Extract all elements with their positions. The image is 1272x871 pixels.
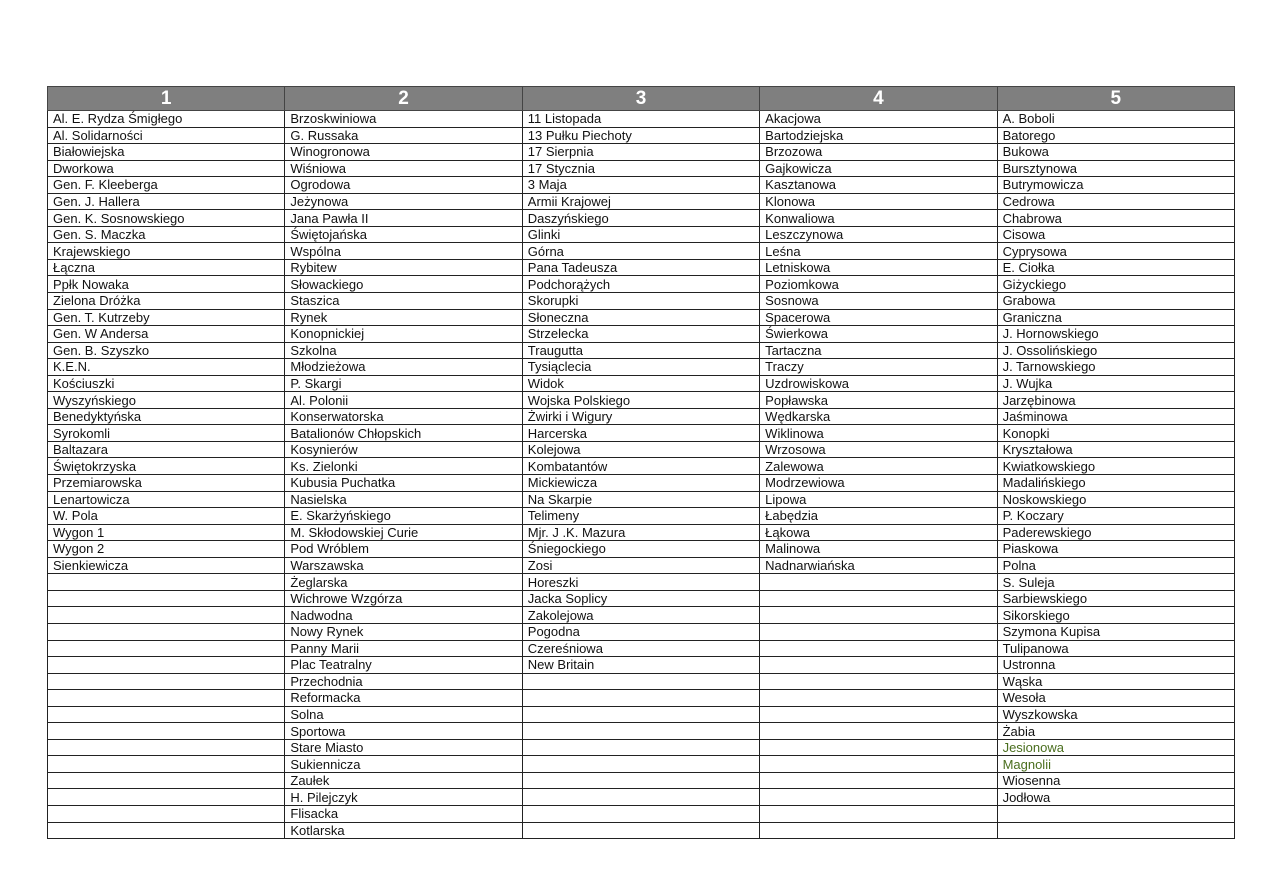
street-cell: Ks. Zielonki <box>285 458 522 475</box>
table-row <box>48 756 1235 773</box>
street-cell: Telimeny <box>522 508 759 525</box>
street-cell: Leśna <box>760 243 997 260</box>
street-cell: Traczy <box>760 359 997 376</box>
table-row <box>48 111 1235 128</box>
street-cell: Podchorążych <box>522 276 759 293</box>
street-cell: Zaułek <box>285 772 522 789</box>
street-cell: 3 Maja <box>522 177 759 194</box>
column-header-3: 3 <box>522 87 759 111</box>
street-cell: Młodzieżowa <box>285 359 522 376</box>
street-cell: Kolejowa <box>522 441 759 458</box>
street-cell: Świerkowa <box>760 326 997 343</box>
street-cell: Letniskowa <box>760 259 997 276</box>
table-row <box>48 789 1235 806</box>
street-cell: Tartaczna <box>760 342 997 359</box>
street-cell: Horeszki <box>522 574 759 591</box>
street-cell: Staszica <box>285 293 522 310</box>
street-cell: Krajewskiego <box>48 243 285 260</box>
street-cell: Ppłk Nowaka <box>48 276 285 293</box>
table-row <box>48 359 1235 376</box>
street-cell: Mickiewicza <box>522 475 759 492</box>
street-cell: A. Boboli <box>997 111 1234 128</box>
street-cell: Kryształowa <box>997 441 1234 458</box>
street-cell: Solna <box>285 706 522 723</box>
street-cell <box>48 756 285 773</box>
street-cell: Polna <box>997 557 1234 574</box>
street-cell: Bartodziejska <box>760 127 997 144</box>
street-cell <box>48 607 285 624</box>
street-cell: Wspólna <box>285 243 522 260</box>
street-cell: S. Suleja <box>997 574 1234 591</box>
street-cell: Kosynierów <box>285 441 522 458</box>
street-cell: Wojska Polskiego <box>522 392 759 409</box>
table-row <box>48 177 1235 194</box>
street-cell: 17 Stycznia <box>522 160 759 177</box>
street-cell <box>48 673 285 690</box>
table-row <box>48 690 1235 707</box>
street-cell: Nadnarwiańska <box>760 557 997 574</box>
street-cell: Żwirki i Wigury <box>522 408 759 425</box>
street-cell: Giżyckiego <box>997 276 1234 293</box>
street-cell: Wyszkowska <box>997 706 1234 723</box>
street-cell: Wyszyńskiego <box>48 392 285 409</box>
street-cell: Popławska <box>760 392 997 409</box>
table-row <box>48 293 1235 310</box>
street-cell: Jeżynowa <box>285 193 522 210</box>
street-cell: Gen. K. Sosnowskiego <box>48 210 285 227</box>
table-row <box>48 508 1235 525</box>
street-cell: Gajkowicza <box>760 160 997 177</box>
street-cell: Sukiennicza <box>285 756 522 773</box>
table-row <box>48 226 1235 243</box>
street-cell: Świętojańska <box>285 226 522 243</box>
street-cell: Batorego <box>997 127 1234 144</box>
street-cell: Sarbiewskiego <box>997 590 1234 607</box>
street-cell: Wichrowe Wzgórza <box>285 590 522 607</box>
street-cell: Pogodna <box>522 623 759 640</box>
street-cell: Pana Tadeusza <box>522 259 759 276</box>
street-cell <box>522 723 759 740</box>
street-cell: Batalionów Chłopskich <box>285 425 522 442</box>
street-cell: Wrzosowa <box>760 441 997 458</box>
street-cell: Magnolii <box>997 756 1234 773</box>
street-cell: Sosnowa <box>760 293 997 310</box>
street-cell: Zakolejowa <box>522 607 759 624</box>
street-cell: Strzelecka <box>522 326 759 343</box>
column-header-5: 5 <box>997 87 1234 111</box>
street-cell: W. Pola <box>48 508 285 525</box>
street-cell: Żeglarska <box>285 574 522 591</box>
street-cell: H. Pilejczyk <box>285 789 522 806</box>
table-row <box>48 276 1235 293</box>
street-cell: Szymona Kupisa <box>997 623 1234 640</box>
street-cell: Brzoskwiniowa <box>285 111 522 128</box>
street-cell: Przechodnia <box>285 673 522 690</box>
street-cell: Słoneczna <box>522 309 759 326</box>
street-cell: Akacjowa <box>760 111 997 128</box>
street-cell <box>760 690 997 707</box>
street-cell: Świętokrzyska <box>48 458 285 475</box>
table-row <box>48 127 1235 144</box>
street-cell: Na Skarpie <box>522 491 759 508</box>
street-cell: Uzdrowiskowa <box>760 375 997 392</box>
street-cell: Lenartowicza <box>48 491 285 508</box>
street-cell <box>48 805 285 822</box>
street-cell: New Britain <box>522 657 759 674</box>
table-row <box>48 574 1235 591</box>
street-cell: Wiśniowa <box>285 160 522 177</box>
table-row <box>48 210 1235 227</box>
street-cell: Wędkarska <box>760 408 997 425</box>
street-cell <box>760 607 997 624</box>
street-cell: Al. Solidarności <box>48 127 285 144</box>
street-cell <box>48 590 285 607</box>
street-cell <box>522 756 759 773</box>
table-row <box>48 706 1235 723</box>
street-cell: Grabowa <box>997 293 1234 310</box>
street-cell <box>48 772 285 789</box>
table-row <box>48 557 1235 574</box>
street-cell <box>522 822 759 839</box>
street-cell <box>522 690 759 707</box>
table-row <box>48 243 1235 260</box>
street-cell: Zielona Dróżka <box>48 293 285 310</box>
street-cell: Gen. W Andersa <box>48 326 285 343</box>
street-cell: Gen. T. Kutrzeby <box>48 309 285 326</box>
street-cell <box>522 772 759 789</box>
column-header-2: 2 <box>285 87 522 111</box>
street-cell: P. Koczary <box>997 508 1234 525</box>
street-cell: Żabia <box>997 723 1234 740</box>
street-cell <box>997 805 1234 822</box>
street-cell <box>760 756 997 773</box>
street-cell: Cedrowa <box>997 193 1234 210</box>
street-cell: Łączna <box>48 259 285 276</box>
street-cell: Nowy Rynek <box>285 623 522 640</box>
street-table-container <box>47 86 1234 839</box>
street-cell: Modrzewiowa <box>760 475 997 492</box>
street-cell: Skorupki <box>522 293 759 310</box>
street-cell: Sportowa <box>285 723 522 740</box>
table-row <box>48 524 1235 541</box>
street-cell: Konopki <box>997 425 1234 442</box>
table-row <box>48 723 1235 740</box>
street-cell: Wesoła <box>997 690 1234 707</box>
street-cell: Wiosenna <box>997 772 1234 789</box>
street-cell: Benedyktyńska <box>48 408 285 425</box>
street-cell <box>760 623 997 640</box>
street-cell <box>522 739 759 756</box>
street-cell <box>760 789 997 806</box>
table-body <box>48 111 1235 839</box>
street-cell: Baltazara <box>48 441 285 458</box>
street-cell: Armii Krajowej <box>522 193 759 210</box>
street-cell: Ustronna <box>997 657 1234 674</box>
street-cell: Paderewskiego <box>997 524 1234 541</box>
table-row <box>48 739 1235 756</box>
street-cell: Kubusia Puchatka <box>285 475 522 492</box>
street-cell: Szkolna <box>285 342 522 359</box>
street-cell: Zosi <box>522 557 759 574</box>
street-cell <box>522 789 759 806</box>
street-cell: Łąkowa <box>760 524 997 541</box>
street-cell: Piaskowa <box>997 541 1234 558</box>
street-cell: Madalińskiego <box>997 475 1234 492</box>
street-cell: Klonowa <box>760 193 997 210</box>
table-row <box>48 607 1235 624</box>
street-cell: 13 Pułku Piechoty <box>522 127 759 144</box>
street-cell: Bursztynowa <box>997 160 1234 177</box>
street-cell: Spacerowa <box>760 309 997 326</box>
street-cell: Przemiarowska <box>48 475 285 492</box>
street-cell <box>760 822 997 839</box>
street-cell: Stare Miasto <box>285 739 522 756</box>
column-header-1: 1 <box>48 87 285 111</box>
street-cell: Jacka Soplicy <box>522 590 759 607</box>
street-cell: K.E.N. <box>48 359 285 376</box>
street-cell: Poziomkowa <box>760 276 997 293</box>
street-cell: J. Wujka <box>997 375 1234 392</box>
street-cell: Górna <box>522 243 759 260</box>
street-cell: Konopnickiej <box>285 326 522 343</box>
street-cell <box>48 822 285 839</box>
street-cell <box>48 739 285 756</box>
street-cell: Gen. S. Maczka <box>48 226 285 243</box>
street-cell: Warszawska <box>285 557 522 574</box>
street-cell: Brzozowa <box>760 144 997 161</box>
street-cell: Traugutta <box>522 342 759 359</box>
street-cell: Gen. B. Szyszko <box>48 342 285 359</box>
street-cell <box>522 673 759 690</box>
street-cell: Flisacka <box>285 805 522 822</box>
street-cell: Dworkowa <box>48 160 285 177</box>
street-cell: Rynek <box>285 309 522 326</box>
street-cell: Wąska <box>997 673 1234 690</box>
street-cell <box>522 805 759 822</box>
street-cell: Chabrowa <box>997 210 1234 227</box>
street-cell <box>760 657 997 674</box>
street-cell: Noskowskiego <box>997 491 1234 508</box>
street-cell: Kościuszki <box>48 375 285 392</box>
street-cell: Kasztanowa <box>760 177 997 194</box>
street-cell: Sienkiewicza <box>48 557 285 574</box>
street-cell <box>48 789 285 806</box>
street-cell: Nasielska <box>285 491 522 508</box>
street-cell: Tulipanowa <box>997 640 1234 657</box>
street-cell: Śniegockiego <box>522 541 759 558</box>
street-cell: Glinki <box>522 226 759 243</box>
street-cell: Wygon 2 <box>48 541 285 558</box>
street-cell: Tysiąclecia <box>522 359 759 376</box>
street-cell: Graniczna <box>997 309 1234 326</box>
street-cell: Gen. F. Kleeberga <box>48 177 285 194</box>
table-row <box>48 673 1235 690</box>
table-row <box>48 193 1235 210</box>
street-cell: J. Ossolińskiego <box>997 342 1234 359</box>
street-cell <box>760 739 997 756</box>
street-cell <box>997 822 1234 839</box>
table-row <box>48 541 1235 558</box>
street-cell <box>48 723 285 740</box>
street-cell <box>760 805 997 822</box>
street-cell: Widok <box>522 375 759 392</box>
street-cell: Bukowa <box>997 144 1234 161</box>
street-cell: Kombatantów <box>522 458 759 475</box>
table-row <box>48 491 1235 508</box>
street-cell: Rybitew <box>285 259 522 276</box>
table-row <box>48 160 1235 177</box>
table-row <box>48 458 1235 475</box>
street-cell: Czereśniowa <box>522 640 759 657</box>
street-cell: Plac Teatralny <box>285 657 522 674</box>
table-row <box>48 425 1235 442</box>
street-cell: 11 Listopada <box>522 111 759 128</box>
street-cell: Al. Polonii <box>285 392 522 409</box>
table-row <box>48 805 1235 822</box>
street-cell: Daszyńskiego <box>522 210 759 227</box>
table-row <box>48 590 1235 607</box>
table-row <box>48 441 1235 458</box>
street-cell: Łabędzia <box>760 508 997 525</box>
street-cell: Malinowa <box>760 541 997 558</box>
street-cell: Leszczynowa <box>760 226 997 243</box>
street-cell: Syrokomli <box>48 425 285 442</box>
table-row <box>48 259 1235 276</box>
street-cell <box>760 640 997 657</box>
street-cell: Konserwatorska <box>285 408 522 425</box>
street-cell: Winogronowa <box>285 144 522 161</box>
street-cell: Jaśminowa <box>997 408 1234 425</box>
street-cell: M. Skłodowskiej Curie <box>285 524 522 541</box>
street-cell <box>48 574 285 591</box>
street-cell: E. Skarżyńskiego <box>285 508 522 525</box>
street-cell: P. Skargi <box>285 375 522 392</box>
street-cell: Jesionowa <box>997 739 1234 756</box>
street-cell: Jodłowa <box>997 789 1234 806</box>
street-cell: Kwiatkowskiego <box>997 458 1234 475</box>
street-cell: Zalewowa <box>760 458 997 475</box>
table-row <box>48 309 1235 326</box>
street-cell <box>48 706 285 723</box>
table-row <box>48 408 1235 425</box>
street-cell: Cyprysowa <box>997 243 1234 260</box>
street-cell: Harcerska <box>522 425 759 442</box>
street-cell: E. Ciołka <box>997 259 1234 276</box>
table-row <box>48 822 1235 839</box>
street-cell <box>760 574 997 591</box>
street-cell: Wiklinowa <box>760 425 997 442</box>
street-cell: Mjr. J .K. Mazura <box>522 524 759 541</box>
street-cell: G. Russaka <box>285 127 522 144</box>
street-cell: Butrymowicza <box>997 177 1234 194</box>
table-row <box>48 375 1235 392</box>
table-row <box>48 657 1235 674</box>
street-cell: Kotlarska <box>285 822 522 839</box>
street-cell: Pod Wróblem <box>285 541 522 558</box>
table-row <box>48 342 1235 359</box>
street-cell: Słowackiego <box>285 276 522 293</box>
street-cell <box>522 706 759 723</box>
table-row <box>48 475 1235 492</box>
table-row <box>48 392 1235 409</box>
street-cell: Jarzębinowa <box>997 392 1234 409</box>
street-cell: Panny Marii <box>285 640 522 657</box>
column-header-4: 4 <box>760 87 997 111</box>
street-cell <box>48 690 285 707</box>
street-cell <box>760 590 997 607</box>
street-cell: Białowiejska <box>48 144 285 161</box>
street-cell <box>760 723 997 740</box>
street-cell: Gen. J. Hallera <box>48 193 285 210</box>
header-row <box>48 87 1235 111</box>
street-cell: Ogrodowa <box>285 177 522 194</box>
street-cell: Konwaliowa <box>760 210 997 227</box>
street-cell: Lipowa <box>760 491 997 508</box>
street-cell <box>48 640 285 657</box>
street-cell: Cisowa <box>997 226 1234 243</box>
street-cell <box>760 673 997 690</box>
street-cell: J. Hornowskiego <box>997 326 1234 343</box>
street-cell: Al. E. Rydza Śmigłego <box>48 111 285 128</box>
street-cell: 17 Sierpnia <box>522 144 759 161</box>
street-cell: Sikorskiego <box>997 607 1234 624</box>
table-row <box>48 623 1235 640</box>
table-row <box>48 640 1235 657</box>
table-row <box>48 326 1235 343</box>
street-table <box>47 86 1235 839</box>
table-row <box>48 144 1235 161</box>
street-cell <box>760 772 997 789</box>
street-cell: J. Tarnowskiego <box>997 359 1234 376</box>
street-cell: Jana Pawła II <box>285 210 522 227</box>
street-cell: Wygon 1 <box>48 524 285 541</box>
street-cell: Reformacka <box>285 690 522 707</box>
street-cell: Nadwodna <box>285 607 522 624</box>
street-cell <box>48 657 285 674</box>
table-row <box>48 772 1235 789</box>
street-cell <box>760 706 997 723</box>
street-cell <box>48 623 285 640</box>
